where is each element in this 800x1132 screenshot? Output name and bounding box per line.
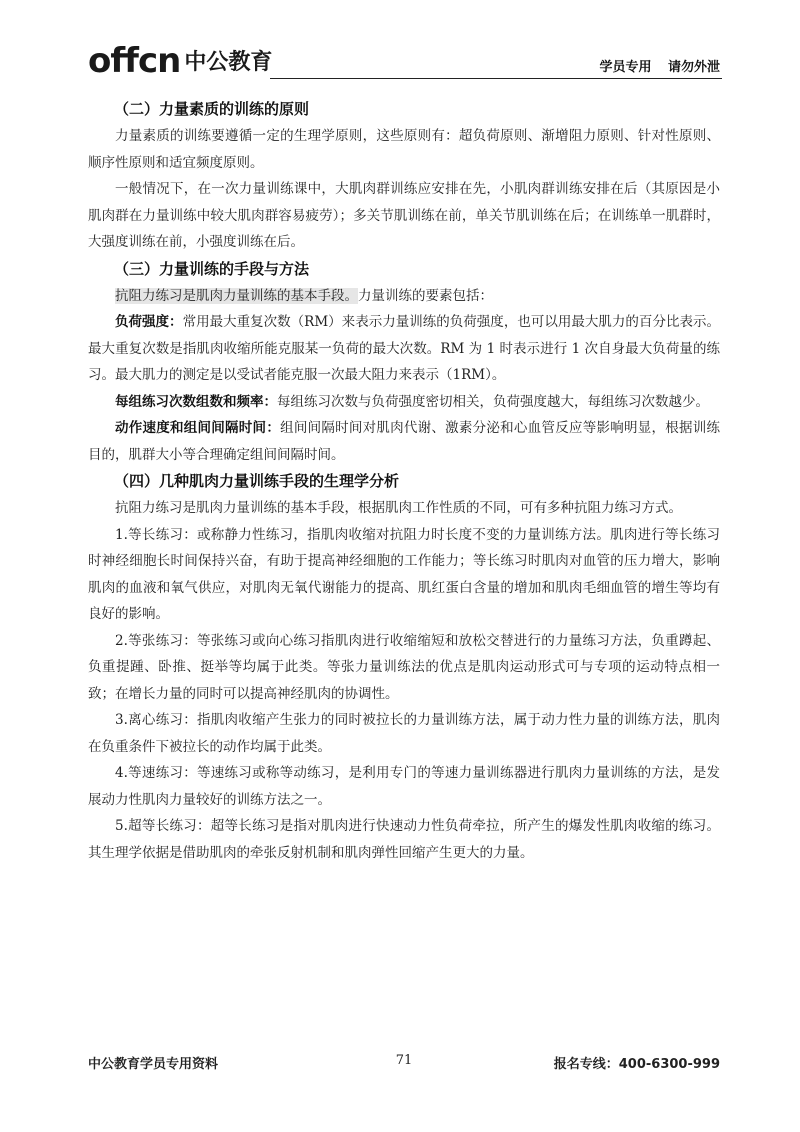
header-label-student-only: 学员专用 bbox=[599, 60, 652, 75]
sets-frequency-paragraph bbox=[88, 389, 720, 416]
section-3-paragraph-1-rest: 力量训练的要素包括： bbox=[358, 287, 493, 304]
footer-source: 中公教育学员专用资料 bbox=[88, 1057, 219, 1072]
document-body bbox=[88, 96, 720, 866]
section-4-item-4: 4.等速练习：等速练习或称等动练习，是利用专门的等速力量训练器进行肌肉力量训练的方法，是发展动力性肌肉力量较好的训练方法之一。 bbox=[88, 765, 720, 808]
header-label-no-leak: 请勿外泄 bbox=[667, 60, 720, 75]
section-4-intro: 抗阻力练习是肌肉力量训练的基本手段，根据肌肉工作性质的不同，可有多种抗阻力练习方式。 bbox=[115, 500, 682, 516]
logo-latin-text: offcn bbox=[88, 41, 181, 81]
page-number: 71 bbox=[395, 1053, 413, 1068]
speed-interval-text: 组间间隔时间对肌肉代谢、激素分泌和心血管反应等影响明显，根据训练目的，肌群大小等合理确定组间间隔时间。 bbox=[88, 420, 721, 463]
offcn-logo bbox=[88, 40, 273, 81]
footer-hotline: 报名专线：400-6300-999 bbox=[553, 1057, 720, 1072]
header-labels bbox=[587, 56, 720, 75]
section-3-heading: （三）力量训练的手段与方法 bbox=[114, 259, 310, 278]
section-4-item-5: 5.超等长练习：超等长练习是指对肌肉进行快速动力性负荷牵拉，所产生的爆发性肌肉收缩的练习。其生理学依据是借助肌肉的牵张反射机制和肌肉弹性回缩产生更大的力量。 bbox=[88, 818, 720, 861]
header-rule bbox=[270, 78, 722, 79]
speed-interval-label: 动作速度和组间间隔时间： bbox=[115, 420, 281, 436]
section-2-paragraph-1: 力量素质的训练要遵循一定的生理学原则，这些原则有：超负荷原则、渐增阻力原则、针对性原则、顺序性原则和适宜频度原则。 bbox=[88, 128, 720, 171]
speed-interval-paragraph bbox=[88, 415, 720, 468]
section-4-heading: （四）几种肌肉力量训练手段的生理学分析 bbox=[114, 472, 400, 490]
highlighted-sentence: 抗阻力练习是肌肉力量训练的基本手段。 bbox=[115, 287, 358, 304]
page-header bbox=[88, 40, 722, 80]
section-3-paragraph-1 bbox=[88, 283, 720, 310]
logo-chinese-text: 中公教育 bbox=[184, 50, 273, 75]
sets-frequency-text: 每组练习次数与负荷强度密切相关，负荷强度越大，每组练习次数越少。 bbox=[277, 393, 709, 410]
section-4-item-3: 3.离心练习：指肌肉收缩产生张力的同时被拉长的力量训练方法，属于动力性力量的训练方法，肌肉在负重条件下被拉长的动作均属于此类。 bbox=[88, 712, 720, 755]
sets-frequency-label: 每组练习次数组数和频率： bbox=[115, 393, 277, 410]
section-4-item-1: 1.等长练习：或称静力性练习，指肌肉收缩对抗阻力时长度不变的力量训练方法。肌肉进行等长练习时神经细胞长时间保持兴奋，有助于提高神经细胞的工作能力；等长练习时肌肉对血管的压力增大，影响肌肉的血液和氧气供应，对肌肉无氧代谢能力的提高、肌红蛋白含量的增加和肌肉毛细血管的增生等均有良好的影响。 bbox=[88, 526, 720, 622]
load-intensity-paragraph bbox=[88, 309, 720, 389]
page-footer bbox=[88, 1053, 720, 1073]
section-2-paragraph-2: 一般情况下，在一次力量训练课中，大肌肉群训练应安排在先，小肌肉群训练安排在后（其原因是小肌肉群在力量训练中较大肌肉群容易疲劳）；多关节肌训练在前，单关节肌训练在后；在训练单一肌群时，大强度训练在前，小强度训练在后。 bbox=[88, 181, 720, 250]
section-2-heading: （二）力量素质的训练的原则 bbox=[114, 100, 310, 118]
load-intensity-label: 负荷强度： bbox=[115, 314, 183, 330]
load-intensity-text: 常用最大重复次数（RM）来表示力量训练的负荷强度，也可以用最大肌力的百分比表示。最大重复次数是指肌肉收缩所能克服某一负荷的最大次数。RM 为 1 时表示进行 1 次自身最大负荷量的练习。最大肌力的测定是以受试者能克服一次最大阻力来表示（1RM）。 bbox=[88, 314, 720, 383]
section-4-item-2: 2.等张练习：等张练习或向心练习指肌肉进行收缩缩短和放松交替进行的力量练习方法，负重蹲起、负重提踵、卧推、挺举等均属于此类。等张力量训练法的优点是肌肉运动形式可与专项的运动特点相一致；在增长力量的同时可以提高神经肌肉的协调性。 bbox=[88, 632, 720, 702]
